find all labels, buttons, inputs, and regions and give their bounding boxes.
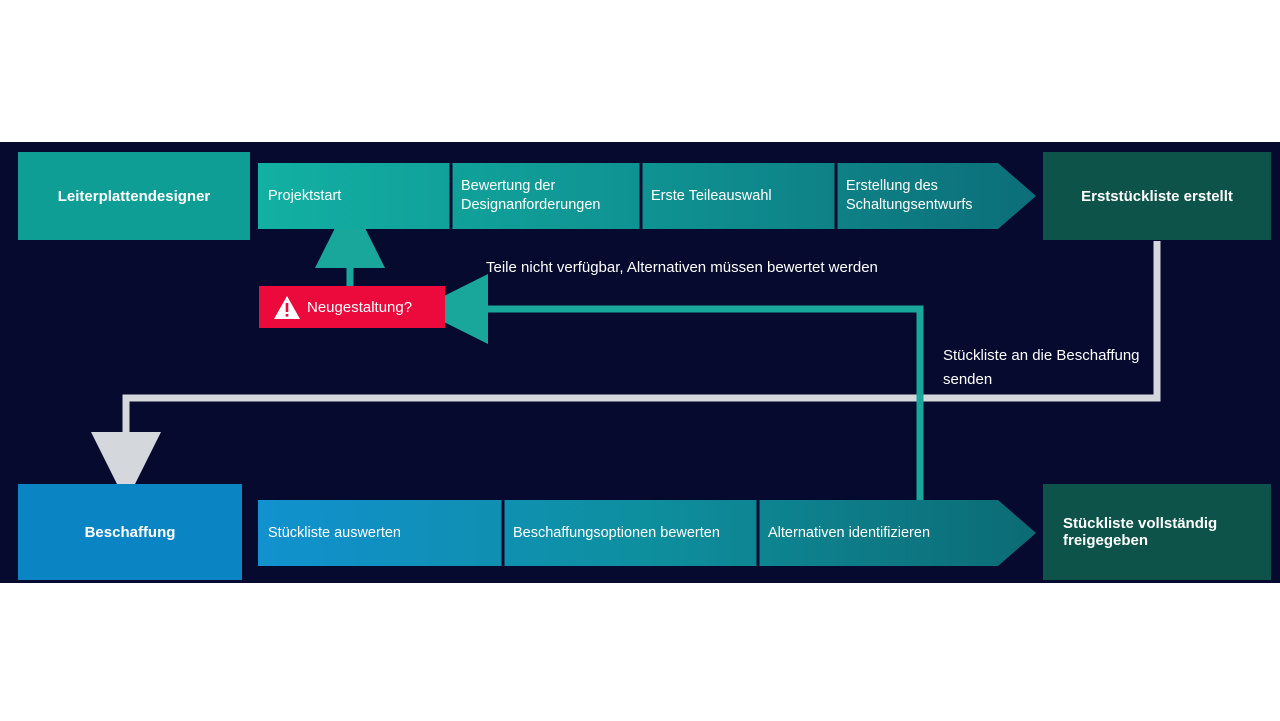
step-beschaffungsoptionen-bewerten[interactable]: Beschaffungsoptionen bewerten (513, 524, 720, 541)
decision-redesign-label: Neugestaltung? (307, 298, 413, 316)
annotation-send-bom: Stückliste an die Beschaffung senden (943, 347, 1140, 388)
step-bewertung-designanforderungen[interactable]: Bewertung der Designanforderungen (461, 178, 601, 213)
step-projektstart[interactable]: Projektstart (268, 187, 342, 204)
role-procurement[interactable]: Beschaffung (18, 484, 242, 580)
decision-redesign[interactable] (259, 286, 445, 328)
step-alternativen-identifizieren[interactable]: Alternativen identifizieren (768, 524, 931, 541)
process-row-procurement (258, 500, 1036, 566)
annotation-parts-unavailable: Teile nicht verfügbar, Alternativen müssen bewertet werden (486, 259, 878, 276)
role-designer[interactable]: Leiterplattendesigner (18, 152, 250, 240)
step-erstellung-schaltungsentwurfs[interactable]: Erstellung des Schaltungsentwurfs (846, 178, 973, 213)
step-stueckliste-auswerten[interactable]: Stückliste auswerten (268, 524, 401, 541)
end-state-erststueckliste-erstellt[interactable]: Erststückliste erstellt (1043, 152, 1271, 240)
step-erste-teileauswahl[interactable]: Erste Teileauswahl (651, 187, 772, 204)
end-state-stueckliste-freigegeben[interactable]: Stückliste vollständig freigegeben (1043, 484, 1271, 580)
process-row-design (258, 163, 1036, 229)
warning-triangle-icon (273, 295, 301, 320)
